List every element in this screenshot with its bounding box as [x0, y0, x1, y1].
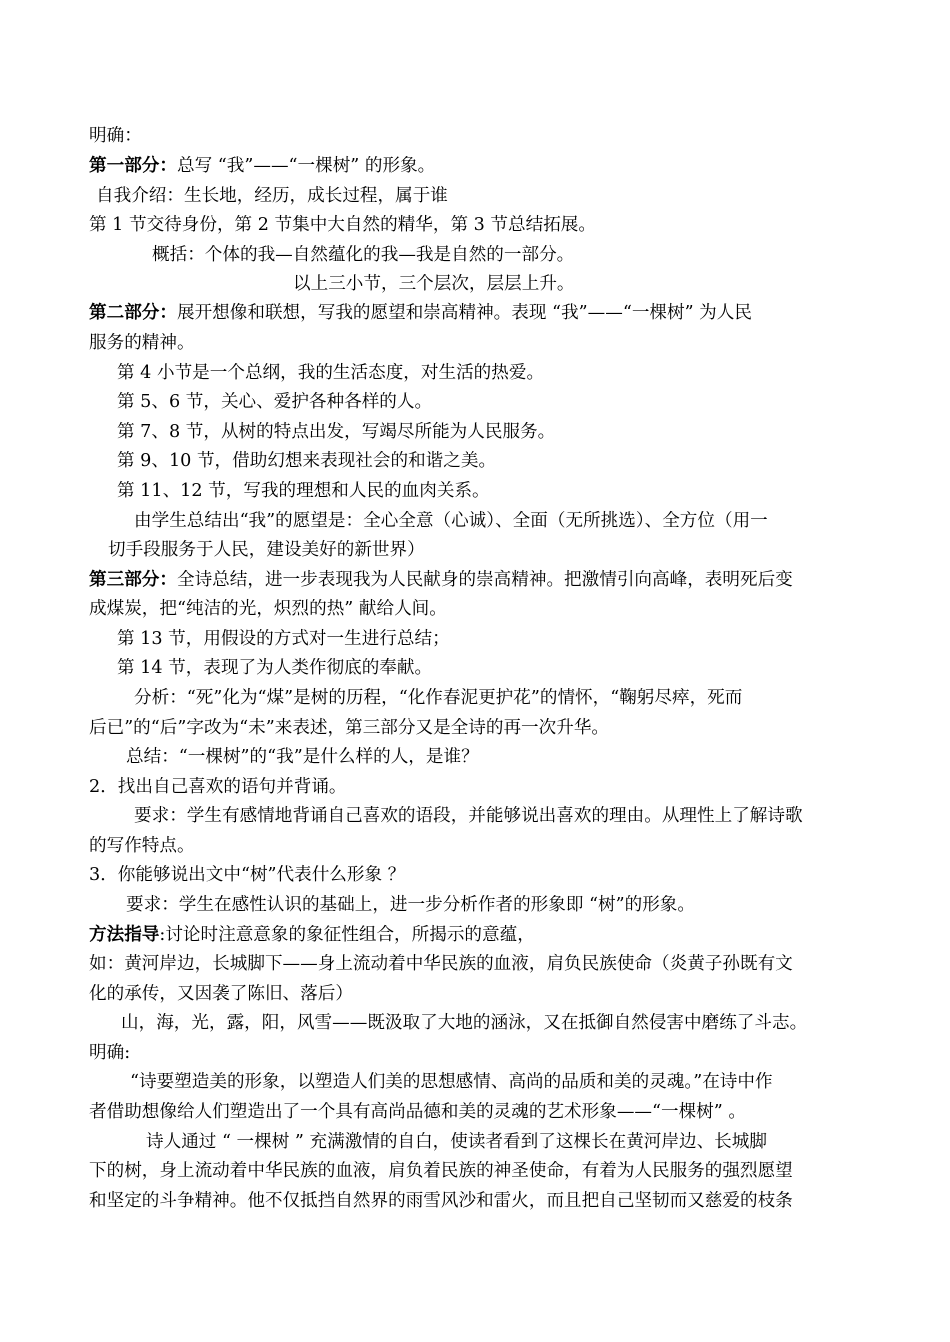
- section-heading: 第二部分：: [89, 302, 177, 323]
- section-heading: 第一部分：: [89, 155, 177, 176]
- section-text: 展开想像和联想，写我的愿望和崇高精神。表现 “我”——“一棵树” 为人民: [176, 303, 752, 323]
- text-line: 3．你能够说出文中“树”代表什么形象 ？: [89, 865, 406, 885]
- text-line: 和坚定的斗争精神。他不仅抵挡自然界的雨雪风沙和雷火，而且把自己坚韧而又慈爱的枝条: [89, 1191, 793, 1211]
- text-line: “诗要塑造美的形象，以塑造人们美的思想感情、高尚的品质和美的灵魂。”在诗中作: [130, 1072, 773, 1092]
- text-line: 化的承传，又因袭了陈旧、落后）: [89, 984, 353, 1004]
- text-line: 由学生总结出“我”的愿望是：全心全意（心诚）、全面（无所挑选）、全方位（用一: [134, 511, 768, 531]
- method-guide-heading: 方法指导: [89, 924, 160, 945]
- section-text: 总写 “我”——“一棵树” 的形象。: [176, 156, 436, 176]
- text-line: 山，海，光，露，阳，风雪——既汲取了大地的涵泳，又在抵御自然侵害中磨练了斗志。: [121, 1013, 808, 1033]
- method-guide-line: [89, 924, 535, 946]
- text-line: 要求：学生有感情地背诵自己喜欢的语段，并能够说出喜欢的理由。从理性上了解诗歌: [134, 806, 803, 826]
- text-line: 的写作特点。: [89, 836, 195, 856]
- section-text: 全诗总结，进一步表现我为人民献身的崇高精神。把激情引向高峰，表明死后变: [176, 570, 793, 590]
- text-line: 第 11、12 节，写我的理想和人民的血肉关系。: [117, 481, 490, 501]
- text-line: 要求：学生在感性认识的基础上，进一步分析作者的形象即 “树”的形象。: [126, 895, 695, 915]
- text-line: 第 7、8 节，从树的特点出发，写竭尽所能为人民服务。: [117, 422, 556, 442]
- text-line: 诗人通过 “ 一棵树 ” 充满激情的自白，使读者看到了这棵长在黄河岸边、长城脚: [146, 1132, 767, 1152]
- text-line: 切手段服务于人民，建设美好的新世界）: [108, 540, 425, 560]
- text-line: 后已”的“后”字改为“未”来表述，第三部分又是全诗的再一次升华。: [89, 718, 610, 738]
- text-line: 下的树，身上流动着中华民族的血液，肩负着民族的神圣使命，有着为人民服务的强烈愿望: [89, 1161, 793, 1181]
- text-line: 自我介绍：生长地，经历，成长过程，属于谁: [96, 186, 448, 206]
- text-line: 明确:: [89, 1043, 131, 1063]
- text-line: 者借助想像给人们塑造出了一个具有高尚品德和美的灵魂的艺术形象——“一棵树” 。: [89, 1102, 746, 1122]
- text-line: 概括：个体的我—自然蕴化的我—我是自然的一部分。: [152, 245, 575, 265]
- section-heading: 第三部分：: [89, 569, 177, 590]
- text-line: 明确：: [89, 126, 142, 146]
- text-line: 如：黄河岸边，长城脚下——身上流动着中华民族的血液，肩负民族使命（炎黄子孙既有文: [89, 954, 793, 974]
- text-line: 第 9、10 节，借助幻想来表现社会的和谐之美。: [117, 451, 497, 471]
- text-line: 第 1 节交待身份，第 2 节集中大自然的精华，第 3 节总结拓展。: [89, 215, 596, 235]
- section-one-line: [89, 155, 435, 177]
- section-three-line: [89, 569, 793, 591]
- text-line: 第 5、6 节，关心、爱护各种各样的人。: [117, 392, 433, 412]
- text-line: 第 13 节，用假设的方式对一生进行总结；: [117, 629, 450, 649]
- method-guide-text: :讨论时注意意象的象征性组合，所揭示的意蕴，: [159, 925, 535, 945]
- text-line: 总结：“一棵树”的“我”是什么样的人，是谁？: [126, 747, 479, 767]
- section-two-line: [89, 302, 752, 324]
- text-line: 2．找出自己喜欢的语句并背诵。: [89, 777, 347, 797]
- text-line: 分析：“死”化为“煤”是树的历程，“化作春泥更护花”的情怀，“鞠躬尽瘁，死而: [134, 688, 743, 708]
- text-line: 成煤炭，把“纯洁的光，炽烈的热” 献给人间。: [89, 599, 447, 619]
- text-line: 第 4 小节是一个总纲，我的生活态度，对生活的热爱。: [117, 363, 545, 383]
- text-line: 以上三小节，三个层次，层层上升。: [293, 274, 575, 294]
- text-line: 第 14 节，表现了为人类作彻底的奉献。: [117, 658, 433, 678]
- text-line: 服务的精神。: [89, 333, 195, 353]
